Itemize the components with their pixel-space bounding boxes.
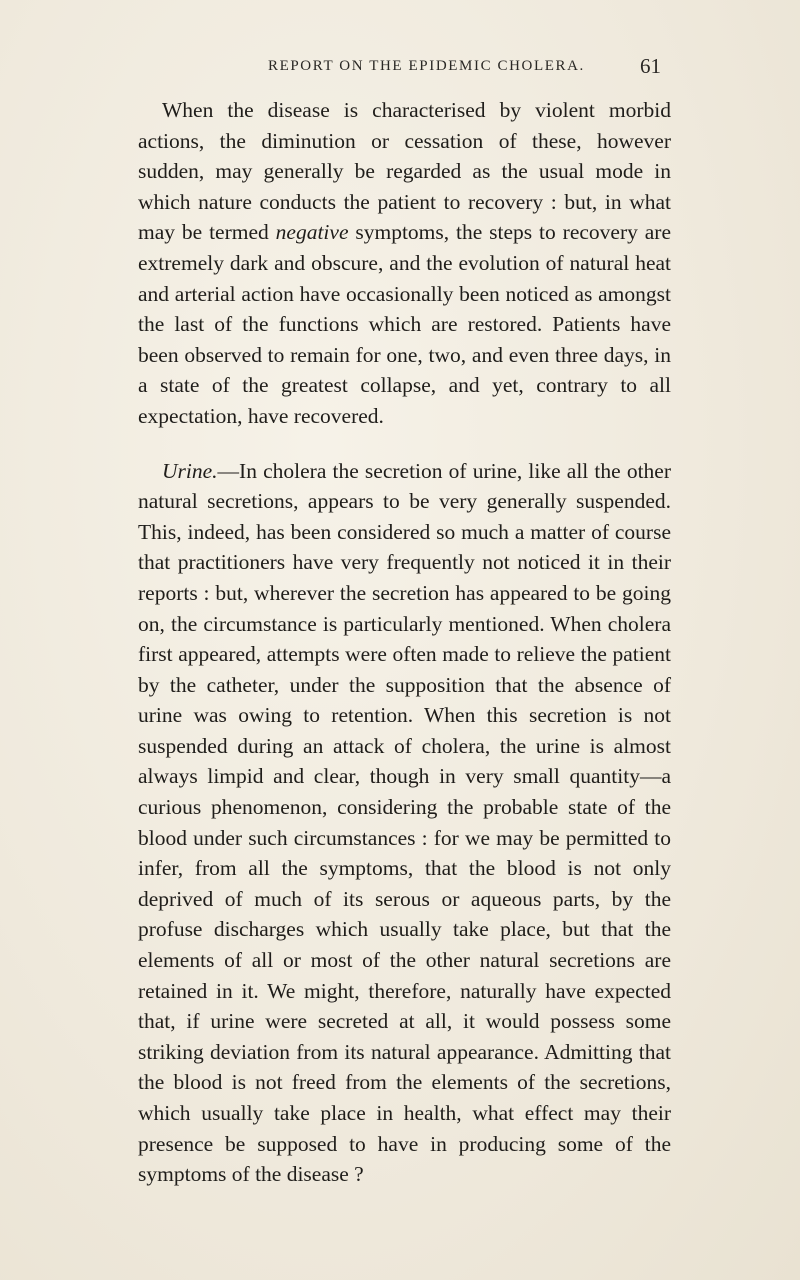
paragraph-gap bbox=[138, 432, 671, 456]
paragraph-urine bbox=[138, 456, 671, 1190]
running-head: REPORT ON THE EPIDEMIC CHOLERA. bbox=[268, 58, 585, 74]
paragraph-text-end: symptoms, the steps to recovery are extremely dark and obscure, and the evolution of natural heat and arterial action have occasionally been noticed as amongst the last of the functions which are restored. Patients have been observed to remain for one, two, and even three days, in a state of the greatest collapse, and yet, contrary to all expectation, have recovered. bbox=[138, 220, 671, 428]
page-number: 61 bbox=[640, 54, 661, 78]
emphasized-term: negative bbox=[275, 220, 349, 245]
section-lead-urine: Urine. bbox=[162, 458, 218, 483]
paragraph-text-start: When the disease is characterised by violent morbid actions, the diminution or cessation of these, however sudden, may generally be regarded as the usual mode in which nature conducts the patient to recovery : but, in what may be termed bbox=[138, 98, 671, 245]
paragraph-text: —In cholera the secretion of urine, like all the other natural secretions, appears to be very generally suspended. This, indeed, has been considered so much a matter of course that practitioners have very frequently not noticed it in their reports : but, wherever the secretion has appeared to be going on, the circumstance is particularly mentioned. When cholera first appeared, attempts were often made to relieve the patient by the catheter, under the supposition that the absence of urine was owing to retention. When this secretion is not suspended during an attack of cholera, the urine is almost always limpid and clear, though in very small quantity—a curious phenomenon, considering the probable state of the blood under such circumstances : for we may be permitted to infer, from all the symptoms, that the blood is not only deprived of much of its serous or aqueous parts, by the profuse discharges which usually take place, but that the elements of all or most of the other natural secretions are retained in it. We might, therefore, naturally have expected that, if urine were secreted at all, it would possess some striking deviation from its natural appearance. Admitting that the blood is not freed from the elements of the secretions, which usually take place in health, what effect may their presence be supposed to have in producing some of the symptoms of the disease ? bbox=[138, 458, 671, 1187]
body-text bbox=[138, 95, 671, 1190]
paragraph-recovery bbox=[138, 95, 671, 432]
